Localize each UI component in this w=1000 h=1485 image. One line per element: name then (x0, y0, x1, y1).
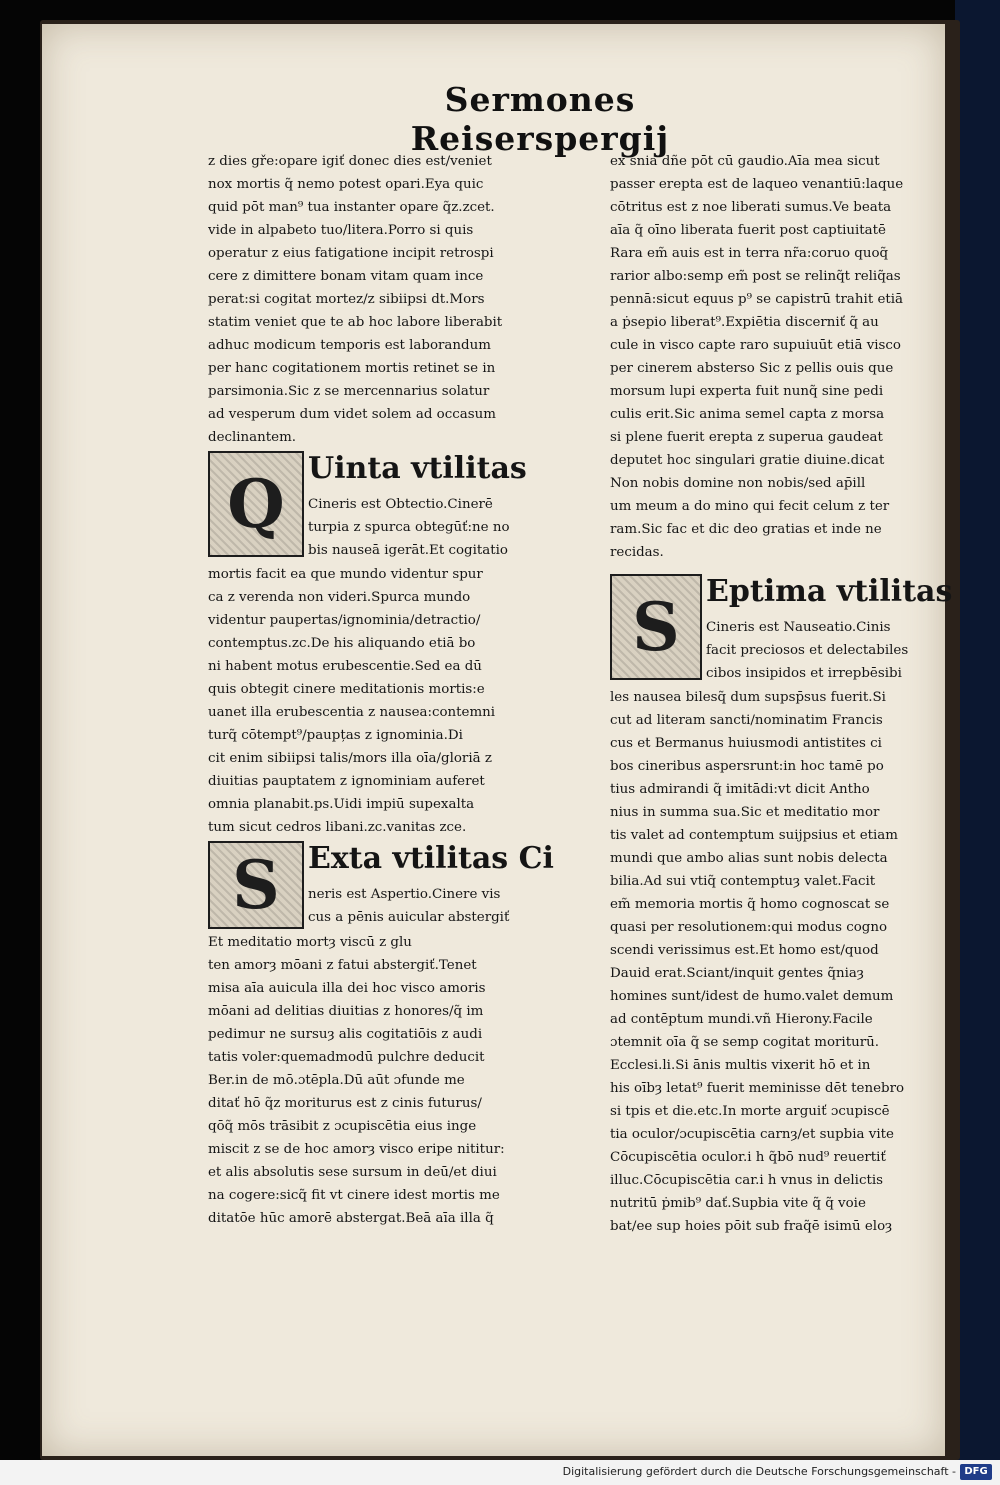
sexta-section-heading (208, 839, 590, 931)
text-line: ten amorȝ mōani z fatui abstergiť.Tenet (208, 958, 477, 973)
scan-edge-strip (955, 0, 1000, 1460)
text-line: illuc.Cōcupiscētia car.i h vnus in delictis (610, 1173, 884, 1188)
text-line: ca z verenda non videri.Spurca mundo (208, 590, 471, 605)
right-text-top (610, 150, 960, 564)
text-line: bilia.Ad sui vtiq̃ contemptuȝ valet.Facit (610, 874, 876, 889)
text-line: recidas. (610, 545, 664, 560)
text-line: bis nauseā igerāt.Et cogitatio (308, 543, 508, 558)
text-line: diuitias pauptatem z ignominiam auferet (208, 774, 485, 789)
text-line: ad contēptum mundi.vñ Hierony.Facile (610, 1012, 873, 1027)
text-line: operatur z eius fatigatione incipit retrospi (208, 246, 494, 261)
text-line: quis obtegit cinere meditationis mortis:e (208, 682, 485, 697)
text-line: les nausea bilesq̃ dum supsp̄sus fuerit.Si (610, 690, 886, 705)
text-line: quasi per resolutionem:qui modus cogno (610, 920, 888, 935)
text-line: tis valet ad contemptum suijpsius et etiam (610, 828, 898, 843)
text-line: qōq̃ mōs trāsibit z ɔcupiscētia eius inge (208, 1119, 477, 1134)
text-line: aīa q̃ oīno liberata fuerit post captiuitatē (610, 223, 886, 238)
text-line: ditatōe hūc amorē abstergat.Beā aīa illa q̃ (208, 1211, 494, 1226)
heading-lines (308, 493, 590, 562)
text-line: uanet illa erubescentia z nausea:contemni (208, 705, 496, 720)
text-line: Ber.in de mō.ɔtēpla.Dū aūt ɔfunde me (208, 1073, 465, 1088)
section-heading: Exta vtilitas Ci (308, 841, 554, 876)
text-line: rarior albo:semp em̃ post se relinq̃t reliq̃as (610, 269, 901, 284)
section-heading: Uinta vtilitas (308, 451, 527, 486)
text-line: cule in visco capte raro supuiuūt etiā visco (610, 338, 901, 353)
text-line: nutritū ṗmib⁹ dať.Supbia vite q̃ q̃ voie (610, 1196, 866, 1211)
text-line: per hanc cogitationem mortis retinet se in (208, 361, 496, 376)
heading-lines (706, 616, 960, 685)
text-line: parsimonia.Sic z se mercennarius solatur (208, 384, 490, 399)
text-line: ad vesperum dum videt solem ad occasum (208, 407, 496, 422)
text-line: neris est Aspertio.Cinere vis (308, 887, 501, 902)
left-text-bottom (208, 931, 590, 1230)
text-line: culis erit.Sic anima semel capta z morsa (610, 407, 885, 422)
text-line: nox mortis q̃ nemo potest opari.Eya quic (208, 177, 484, 192)
text-line: mundi que ambo alias sunt nobis delecta (610, 851, 888, 866)
text-line: mōani ad delitias diuitias z honores/q̃ im (208, 1004, 484, 1019)
text-line: declinantem. (208, 430, 297, 445)
text-line: Rara em̃ auis est in terra nr̃a:coruo quoq̃ (610, 246, 889, 261)
text-line: Non nobis domine non nobis/sed ap̄ill (610, 476, 866, 491)
drop-cap-initial: S (208, 841, 304, 929)
text-line: ram.Sic fac et dic deo gratias et inde ne (610, 522, 882, 537)
section-heading: Eptima vtilitas (706, 574, 953, 609)
text-line: quid pōt man⁹ tua instanter opare q̃z.zcet. (208, 200, 495, 215)
heading-lines (308, 883, 590, 929)
left-column (208, 150, 590, 1230)
septima-section-heading (610, 572, 960, 686)
left-text-middle (208, 563, 590, 839)
text-line: tum sicut cedros libani.zc.vanitas zce. (208, 820, 467, 835)
text-line: Dauid erat.Sciant/inquit gentes q̃niaȝ (610, 966, 864, 981)
text-line: em̃ memoria mortis q̃ homo cognoscat se (610, 897, 890, 912)
text-line: cōtritus est z noe liberati sumus.Ve beata (610, 200, 892, 215)
text-line: ditať hō q̃z moriturus est z cinis futurus/ (208, 1096, 482, 1111)
text-line: miscit z se de hoc amorȝ visco eripe nititur: (208, 1142, 505, 1157)
text-line: per cinerem absterso Sic z pellis ouis que (610, 361, 894, 376)
text-line: morsum lupi experta fuit nunq̃ sine pedi (610, 384, 884, 399)
text-line: passer erepta est de laqueo venantiū:laque (610, 177, 904, 192)
text-line: ni habent motus erubescentie.Sed ea dū (208, 659, 482, 674)
text-line: et alis absolutis sese sursum in deū/et diui (208, 1165, 497, 1180)
text-line: bos cineribus aspersrunt:in hoc tamē po (610, 759, 884, 774)
text-line: deputet hoc singulari gratie diuine.dicat (610, 453, 885, 468)
text-line: z dies gře:opare igiť donec dies est/veniet (208, 154, 492, 169)
text-line: cus a pēnis auicular abstergiť (308, 910, 510, 925)
text-line: his oībȝ letat⁹ fuerit meminisse dēt tenebro (610, 1081, 905, 1096)
text-line: cibos insipidos et irrepbēsibi (706, 666, 902, 681)
right-text-bottom (610, 686, 960, 1238)
text-line: ɔtemnit oīa q̃ se semp cogitat moriturū. (610, 1035, 879, 1050)
text-line: adhuc modicum temporis est laborandum (208, 338, 491, 353)
text-line: si tpis et die.etc.In morte arguiť ɔcupiscē (610, 1104, 890, 1119)
text-line: mortis facit ea que mundo videntur spur (208, 567, 483, 582)
text-line: contemptus.zc.De his aliquando etiā bo (208, 636, 476, 651)
text-line: a ṗsepio liberat⁹.Expiētia discerniť q̃ au (610, 315, 879, 330)
text-line: facit preciosos et delectabiles (706, 643, 909, 658)
text-line: videntur paupertas/ignominia/detractio/ (208, 613, 481, 628)
quinta-section-heading (208, 449, 590, 563)
text-line: misa aīa auicula illa dei hoc visco amoris (208, 981, 486, 996)
text-line: statim veniet que te ab hoc labore liberabit (208, 315, 503, 330)
text-line: Cōcupiscētia oculor.i h q̃bō nud⁹ reuertiť (610, 1150, 886, 1165)
text-line: Et meditatio mortȝ viscū z glu (208, 935, 412, 950)
text-line: vide in alpabeto tuo/litera.Porro si quis (208, 223, 474, 238)
text-line: cus et Bermanus huiusmodi antistites ci (610, 736, 882, 751)
text-line: cut ad literam sancti/nominatim Francis (610, 713, 883, 728)
text-line: si plene fuerit erepta z superua gaudeat (610, 430, 883, 445)
text-line: tatis voler:quemadmodū pulchre deducit (208, 1050, 485, 1065)
right-column (610, 150, 960, 1238)
left-text-top (208, 150, 590, 449)
text-line: ex snia dñe pōt cū gaudio.Aīa mea sicut (610, 154, 880, 169)
text-line: scendi verissimus est.Et homo est/quod (610, 943, 879, 958)
text-line: nius in summa sua.Sic et meditatio mor (610, 805, 880, 820)
text-line: um meum a do mino qui fecit celum z ter (610, 499, 890, 514)
running-title: Sermones Reiserspergij (410, 80, 670, 158)
text-line: perat:si cogitat mortez/z sibiipsi dt.Mors (208, 292, 485, 307)
drop-cap-initial: S (610, 574, 702, 680)
text-line: turq̃ cōtempt⁹/paupțas z ignominia.Di (208, 728, 463, 743)
text-line: pedimur ne sursuȝ alis cogitatiōis z audi (208, 1027, 483, 1042)
dfg-logo: DFG (960, 1464, 992, 1480)
text-line: tius admirandi q̃ imitādi:vt dicit Antho (610, 782, 870, 797)
funding-credit: Digitalisierung gefördert durch die Deutsche Forschungsgemeinschaft - (562, 1465, 956, 1478)
text-line: turpia z spurca obtegūť:ne no (308, 520, 510, 535)
text-line: bat/ee sup hoies pōit sub fraq̃ē isimū eloȝ (610, 1219, 893, 1234)
text-line: Cineris est Nauseatio.Cinis (706, 620, 891, 635)
text-line: Cineris est Obtectio.Cinerē (308, 497, 493, 512)
drop-cap-initial: Q (208, 451, 304, 557)
text-line: homines sunt/idest de humo.valet demum (610, 989, 894, 1004)
text-line: cit enim sibiipsi talis/mors illa oīa/gloriā z (208, 751, 492, 766)
text-line: Ecclesi.li.Si ānis multis vixerit hō et in (610, 1058, 871, 1073)
text-line: omnia planabit.ps.Uidi impiū supexalta (208, 797, 475, 812)
text-line: pennā:sicut equus p⁹ se capistrū trahit etiā (610, 292, 904, 307)
text-line: cere z dimittere bonam vitam quam ince (208, 269, 484, 284)
text-line: na cogere:sicq̃ fit vt cinere idest mortis me (208, 1188, 500, 1203)
text-line: tia oculor/ɔcupiscētia carnȝ/et supbia vite (610, 1127, 894, 1142)
footer-bar (0, 1460, 1000, 1485)
